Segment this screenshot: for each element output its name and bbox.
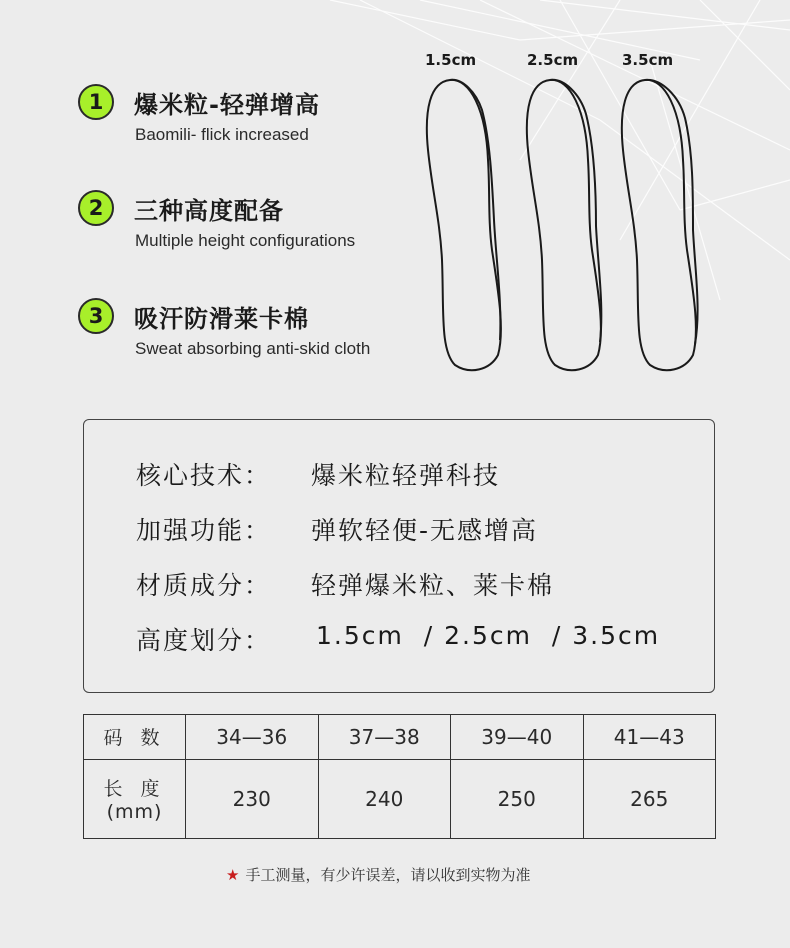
spec-value: 弹软轻便-无感增高 — [311, 516, 539, 545]
feature-number-badge: 2 — [78, 190, 114, 226]
length-cell: 250 — [451, 759, 584, 839]
feature-subtitle: Sweat absorbing anti-skid cloth — [135, 339, 371, 358]
feature-title: 爆米粒-轻弹增高 — [134, 91, 320, 119]
note-text: 手工测量，有少许误差，请以收到实物为准 — [245, 866, 531, 884]
star-icon: ★ — [226, 866, 240, 884]
insole-2-icon — [527, 80, 602, 370]
insole-label-3: 3.5cm — [622, 51, 674, 69]
spec-key: 加强功能： — [136, 516, 272, 545]
size-table — [83, 714, 716, 839]
spec-value: 爆米粒轻弹科技 — [311, 461, 501, 490]
table-row — [84, 715, 716, 760]
insole-label-1: 1.5cm — [425, 51, 477, 69]
feature-number-badge: 3 — [78, 298, 114, 334]
insole-1-icon — [427, 80, 501, 370]
table-row — [84, 759, 716, 839]
row-header-length-unit: (mm) — [106, 801, 163, 824]
size-cell: 41—43 — [583, 715, 716, 760]
spec-key: 高度划分： — [136, 626, 272, 655]
length-cell: 240 — [318, 759, 451, 839]
feature-number-badge: 1 — [78, 84, 114, 120]
spec-key: 核心技术： — [136, 461, 272, 490]
insole-illustrations — [410, 70, 700, 375]
feature-title: 吸汗防滑莱卡棉 — [134, 305, 309, 333]
row-header-size: 码 数 — [84, 715, 186, 760]
spec-value: 轻弹爆米粒、莱卡棉 — [311, 571, 555, 600]
row-header-length-label: 长 度 — [103, 778, 166, 801]
insole-3-icon — [622, 80, 698, 370]
row-header-length — [84, 759, 186, 839]
size-cell: 39—40 — [451, 715, 584, 760]
insole-label-2: 2.5cm — [527, 51, 579, 69]
length-cell: 230 — [186, 759, 319, 839]
feature-subtitle: Baomili- flick increased — [135, 125, 309, 144]
feature-title: 三种高度配备 — [134, 197, 284, 225]
length-cell: 265 — [583, 759, 716, 839]
spec-value: 1.5cm / 2.5cm / 3.5cm — [316, 621, 661, 650]
spec-key: 材质成分： — [136, 571, 272, 600]
feature-subtitle: Multiple height configurations — [135, 231, 356, 250]
size-cell: 34—36 — [186, 715, 319, 760]
size-cell: 37—38 — [318, 715, 451, 760]
measurement-note — [226, 864, 530, 885]
spec-box — [83, 419, 715, 693]
